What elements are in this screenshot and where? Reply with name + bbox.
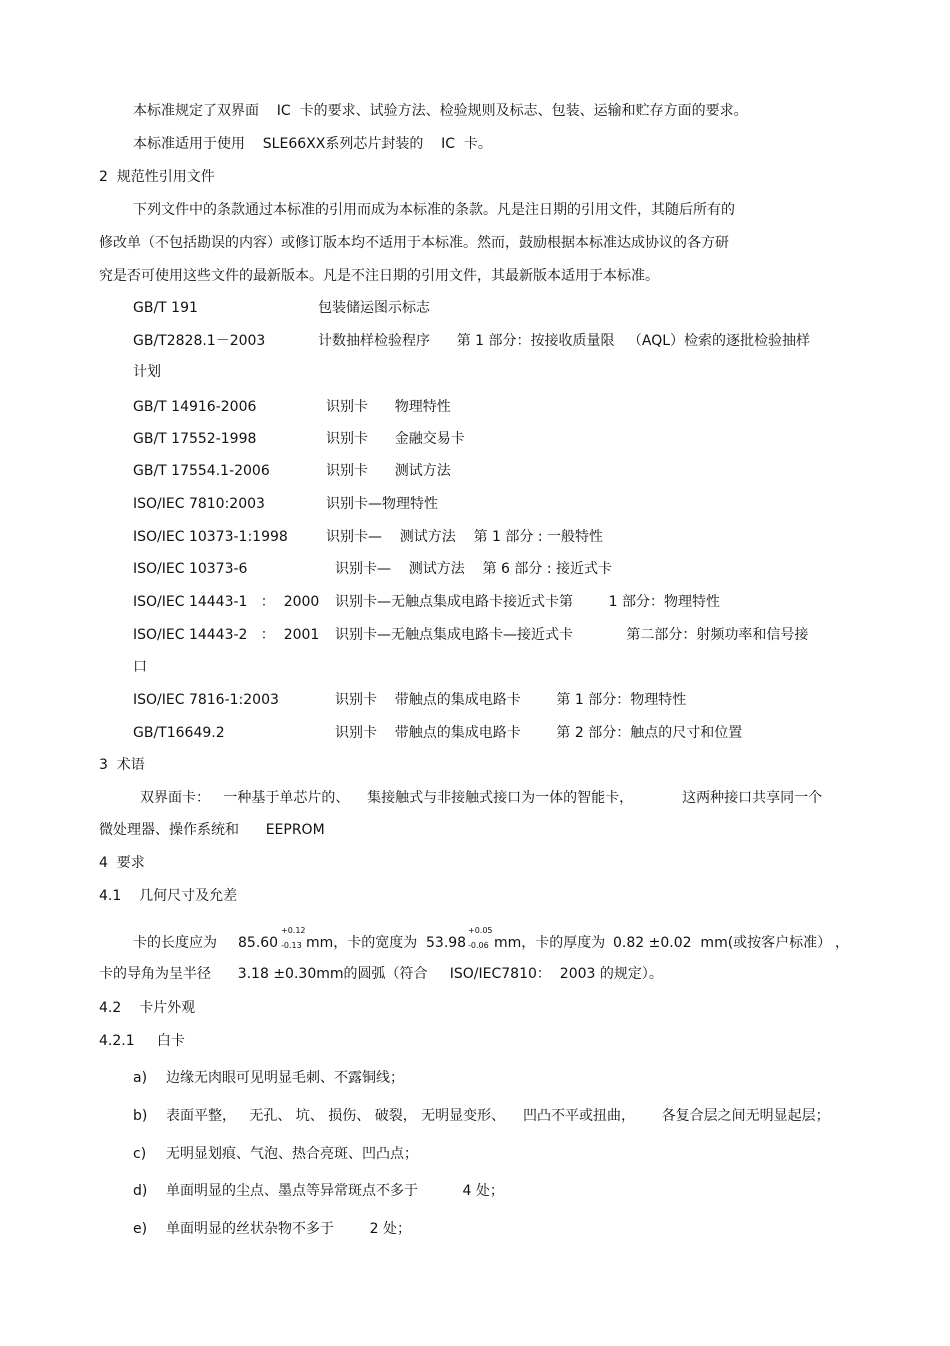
ref-title: 识别卡 带触点的集成电路卡 第 2 部分：触点的尺寸和位置 <box>335 725 743 741</box>
list-marker: b) <box>133 1108 148 1124</box>
ref-title: 识别卡 物理特性 <box>326 399 451 415</box>
list-text: 单面明显的丝状杂物不多于 2 处； <box>166 1221 411 1237</box>
length-tolerance-plus: +0.12 <box>281 926 306 935</box>
ref-title: 识别卡 带触点的集成电路卡 第 1 部分：物理特性 <box>335 692 687 708</box>
section-2-para-line-3: 究是否可使用这些文件的最新版本。凡是不注日期的引用文件，其最新版本适用于本标准。 <box>99 268 659 284</box>
card-length-value: 85.60 <box>238 935 279 951</box>
ref-title: 识别卡—物理特性 <box>326 496 438 512</box>
section-4-2-heading: 4.2 卡片外观 <box>99 1000 196 1016</box>
list-text: 无明显划痕、气泡、热合亮斑、凹凸点； <box>166 1146 418 1162</box>
list-text: 单面明显的尘点、墨点等异常斑点不多于 4 处； <box>166 1183 504 1199</box>
ref-code: GB/T 17554.1-2006 <box>133 463 270 479</box>
ref-code: GB/T 14916-2006 <box>133 399 257 415</box>
list-marker: e) <box>133 1221 148 1237</box>
dims-intro: 卡的长度应为 <box>133 935 217 951</box>
ref-code: ISO/IEC 14443-1 ： 2000 <box>133 594 320 610</box>
ref-code: ISO/IEC 7816-1:2003 <box>133 692 279 708</box>
ref-code: GB/T2828.1－2003 <box>133 333 266 349</box>
list-marker: c) <box>133 1146 147 1162</box>
section-2-para-line-2: 修改单（不包括勘误的内容）或修订版本均不适用于本标准。然而，鼓励根据本标准达成协议的各方研 <box>99 235 729 251</box>
ref-title: 识别卡 测试方法 <box>326 463 451 479</box>
ref-title-continuation: 计划 <box>133 364 161 380</box>
ref-code: ISO/IEC 14443-2 ： 2001 <box>133 627 320 643</box>
ref-title: 识别卡 金融交易卡 <box>326 431 465 447</box>
section-2-para-line-1: 下列文件中的条款通过本标准的引用而成为本标准的条款。凡是注日期的引用文件，其随后所有的 <box>133 202 735 218</box>
list-marker: a) <box>133 1070 148 1086</box>
ref-code: GB/T16649.2 <box>133 725 225 741</box>
list-text: 边缘无肉眼可见明显毛刺、不露铜线； <box>166 1070 404 1086</box>
ref-title-continuation: 口 <box>133 659 147 675</box>
dims-unit-2: mm，卡的厚度为 <box>494 935 606 951</box>
ref-code: ISO/IEC 7810:2003 <box>133 496 265 512</box>
list-marker: d) <box>133 1183 148 1199</box>
list-text: 表面平整， 无孔、 坑、 损伤、 破裂， 无明显变形、 凹凸不平或扭曲， 各复合层之间无明显起层； <box>166 1108 830 1124</box>
dimensions-line-2: 卡的导角为呈半径 3.18 ±0.30mm的圆弧（符合 ISO/IEC7810： 2003 的规定）。 <box>99 966 663 982</box>
dims-tail: ， <box>835 935 849 951</box>
section-4-heading: 4 要求 <box>99 855 145 871</box>
width-tolerance-plus: +0.05 <box>468 926 493 935</box>
ref-code: ISO/IEC 10373-6 <box>133 561 248 577</box>
ref-title: 识别卡—无触点集成电路卡接近式卡第 1 部分：物理特性 <box>335 594 720 610</box>
card-width-value: 53.98 <box>426 935 467 951</box>
section-2-heading: 2 规范性引用文件 <box>99 169 215 185</box>
ref-title: 识别卡— 测试方法 第 6 部分 : 接近式卡 <box>335 561 613 577</box>
length-tolerance-minus: -0.13 <box>281 941 302 950</box>
card-thickness-value: 0.82 ±0.02 mm(或按客户标准） <box>613 935 832 951</box>
ref-title: 识别卡— 测试方法 第 1 部分 : 一般特性 <box>326 529 604 545</box>
width-tolerance-minus: -0.06 <box>468 941 489 950</box>
ref-code: GB/T 191 <box>133 300 198 316</box>
ref-title: 包装储运图示标志 <box>318 300 430 316</box>
scope-line-2: 本标准适用于使用 SLE66XX系列芯片封装的 IC 卡。 <box>133 136 492 152</box>
ref-title: 识别卡—无触点集成电路卡—接近式卡 第二部分：射频功率和信号接 <box>335 627 809 643</box>
scope-line-1: 本标准规定了双界面 IC 卡的要求、试验方法、检验规则及标志、包装、运输和贮存方面的要求。 <box>133 103 748 119</box>
section-4-2-1-heading: 4.2.1 白卡 <box>99 1033 185 1049</box>
term-definition-line-1: 双界面卡： 一种基于单芯片的、 集接触式与非接触式接口为一体的智能卡， 这两种接口共享同一个 <box>140 790 823 806</box>
section-3-heading: 3 术语 <box>99 757 145 773</box>
ref-title: 计数抽样检验程序 第 1 部分：按接收质量限 （AQL）检索的逐批检验抽样 <box>318 333 811 349</box>
ref-code: GB/T 17552-1998 <box>133 431 257 447</box>
term-definition-line-2: 微处理器、操作系统和 EEPROM <box>99 822 325 838</box>
dims-unit-1: mm，卡的宽度为 <box>306 935 418 951</box>
section-4-1-heading: 4.1 几何尺寸及允差 <box>99 888 238 904</box>
ref-code: ISO/IEC 10373-1:1998 <box>133 529 288 545</box>
